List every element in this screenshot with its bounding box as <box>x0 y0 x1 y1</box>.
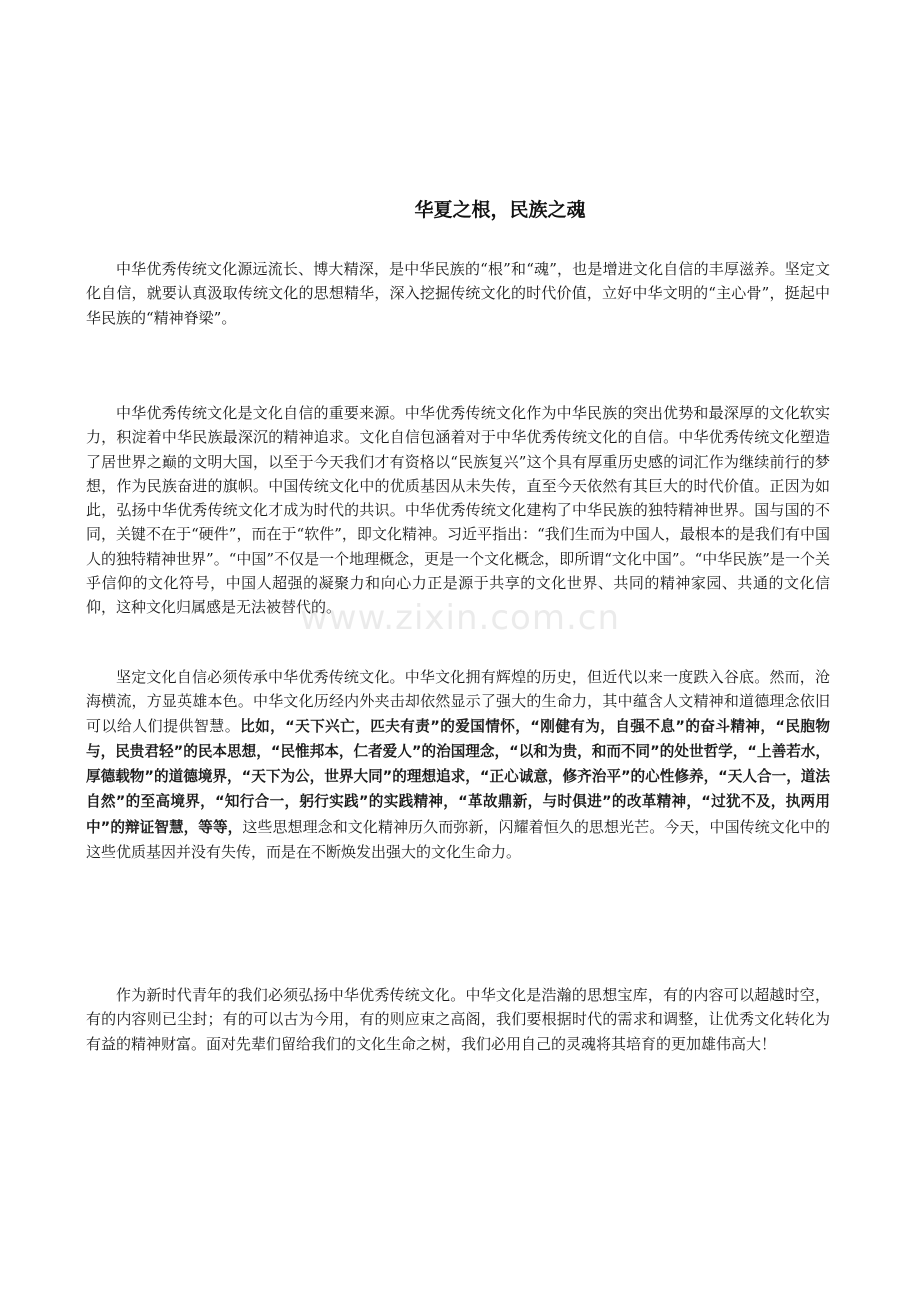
paragraph-inherit-tail: 这些思想理念和文化精神历久而弥新，闪耀着恒久的思想光芒。今天，中国传统文化中的这些优质基因并没有失传，而是在不断焕发出强大的文化生命力。 <box>86 817 830 862</box>
paragraph-youth: 作为新时代青年的我们必须弘扬中华优秀传统文化。中华文化是浩瀚的思想宝库，有的内容可以超越时空，有的内容则已尘封；有的可以古为今用，有的则应束之高阁，我们要根据时代的需求和调整，让优秀文化转化为有益的精神财富。面对先辈们留给我们的文化生命之树，我们必用自己的灵魂将其培育的更加雄伟高大！ <box>86 986 830 1053</box>
paragraph-source: 中华优秀传统文化是文化自信的重要来源。中华优秀传统文化作为中华民族的突出优势和最深厚的文化软实力，积淀着中华民族最深沉的精神追求。文化自信包涵着对于中华优秀传统文化的自信。中华优秀传统文化塑造了居世界之巅的文明大国，以至于今天我们才有资格以“民族复兴”这个具有厚重历史感的词汇作为继续前行的梦想，作为民族奋进的旗帜。中国传统文化中的优质基因从未失传，直至今天依然有其巨大的时代价值。正因为如此，弘扬中华优秀传统文化才成为时代的共识。中华优秀传统文化建构了中华民族的独特精神世界。国与国的不同，关键不在于“硬件”，而在于“软件”，即文化精神。习近平指出：“我们生而为中国人，最根本的是我们有中国人的独特精神世界”。“中国”不仅是一个地理概念，更是一个文化概念，即所谓“文化中国”。“中华民族”是一个关乎信仰的文化符号，中国人超强的凝聚力和向心力正是源于共享的文化世界、共同的精神家园、共通的文化信仰，这种文化归属感是无法被替代的。 <box>86 404 830 617</box>
paragraph-inherit <box>86 665 830 864</box>
paragraph-intro: 中华优秀传统文化源远流长、博大精深，是中华民族的“根”和“魂”，也是增进文化自信的丰厚滋养。坚定文化自信，就要认真汲取传统文化的思想精华，深入挖掘传统文化的时代价值，立好中华文明的“主心骨”，挺起中华民族的“精神脊梁”。 <box>86 260 830 327</box>
document-title: 华夏之根，民族之魂 <box>414 199 586 221</box>
paragraph-inherit-bold-examples: 比如，“天下兴亡，匹夫有责”的爱国情怀，“刚健有为，自强不息”的奋斗精神，“民胞物与，民贵君轻”的民本思想，“民惟邦本，仁者爱人”的治国理念，“以和为贵，和而不同”的处世哲学，“上善若水，厚德载物”的道德境界，“天下为公，世界大同”的理想追求，“正心诚意，修齐治平”的心性修养，“天人合一，道法自然”的至高境界，“知行合一，躬行实践”的实践精神，“革故鼎新，与时俱进”的改革精神，“过犹不及，执两用中”的辩证智慧，等等， <box>86 717 830 836</box>
paragraph-inherit-lead: 坚定文化自信必须传承中华优秀传统文化。中华文化拥有辉煌的历史，但近代以来一度跌入谷底。然而，沧海横流，方显英雄本色。中华文化历经内外夹击却依然显示了强大的生命力，其中蕴含人文精神和道德理念依旧可以给人们提供智慧。 <box>86 668 830 735</box>
watermark: www.zixin.com.cn <box>300 598 620 638</box>
